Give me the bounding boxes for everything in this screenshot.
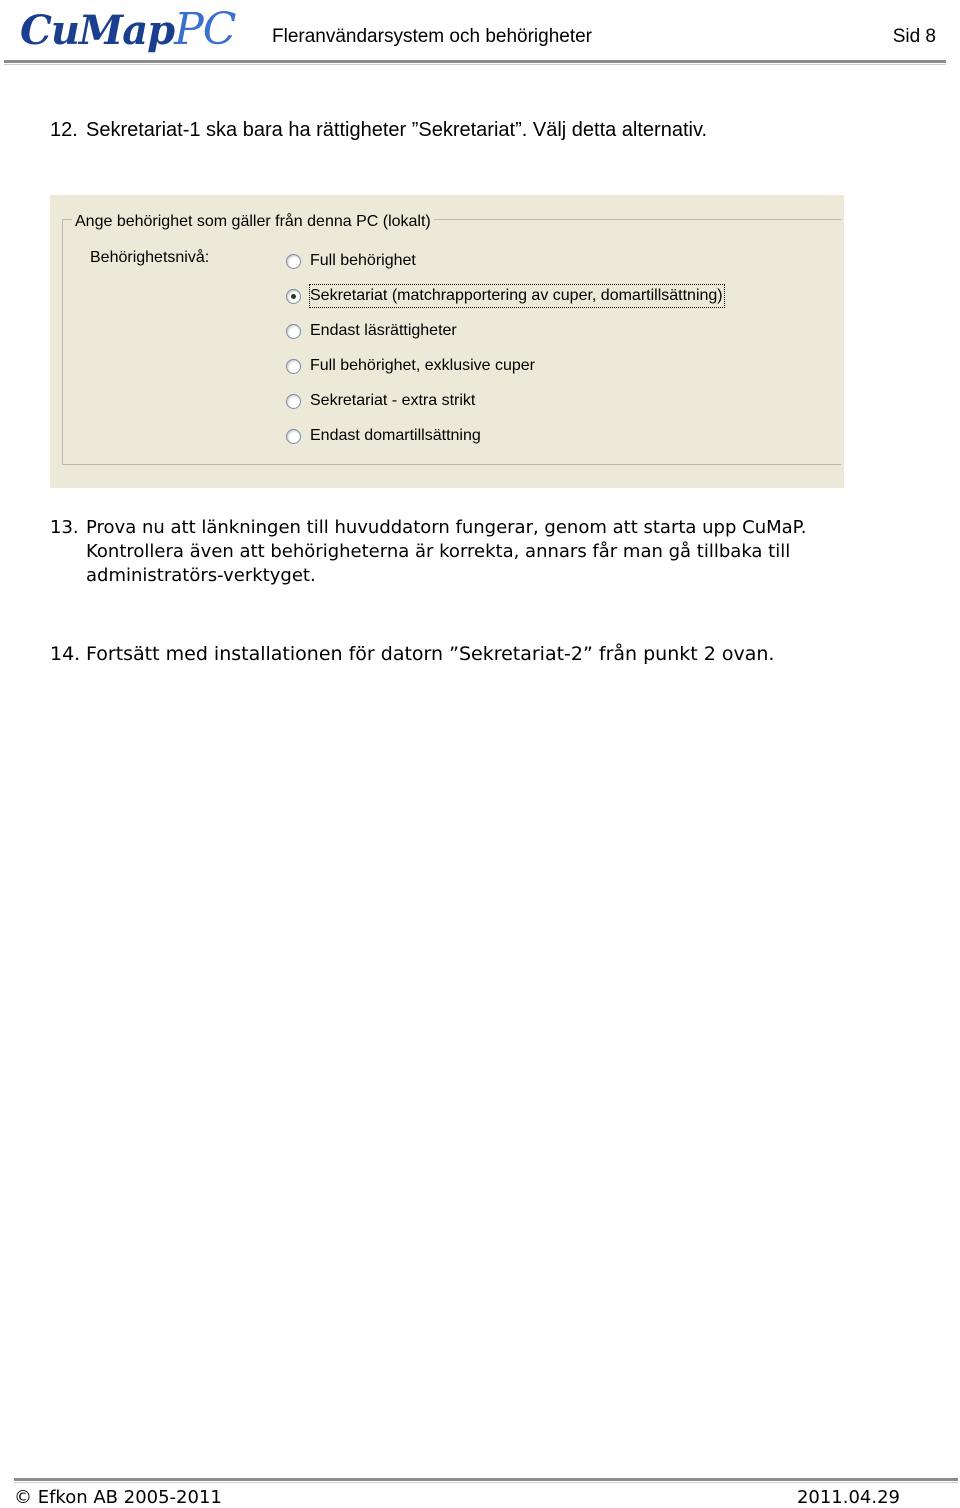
header-divider xyxy=(4,60,946,63)
radio-button-selected[interactable] xyxy=(286,289,301,304)
footer-divider xyxy=(14,1478,958,1481)
page-header xyxy=(0,0,960,66)
radio-button[interactable] xyxy=(286,254,301,269)
radio-label: Full behörighet xyxy=(310,252,416,269)
radio-button[interactable] xyxy=(286,324,301,339)
permission-dialog-screenshot xyxy=(50,195,844,488)
footer-divider-shadow xyxy=(14,1482,958,1483)
step-text: Sekretariat-1 ska bara ha rättigheter ”Sekretariat”. Välj detta alternativ. xyxy=(86,119,708,141)
radio-button[interactable] xyxy=(286,359,301,374)
footer-date: 2011.04.29 xyxy=(796,1487,900,1508)
step-text: Fortsätt med installationen för datorn ”Sekretariat-2” från punkt 2 ovan. xyxy=(86,643,775,665)
radio-label: Endast domartillsättning xyxy=(310,427,481,444)
header-divider-shadow xyxy=(4,64,946,65)
step-number: 14. xyxy=(50,643,81,665)
cumappc-logo: CuMapPC xyxy=(20,4,236,55)
radio-label: Endast läsrättigheter xyxy=(310,322,457,339)
footer-copyright: © Efkon AB 2005-2011 xyxy=(14,1487,222,1508)
permission-level-label: Behörighetsnivå: xyxy=(90,249,210,266)
radio-button[interactable] xyxy=(286,394,301,409)
radio-label: Full behörighet, exklusive cuper xyxy=(310,357,536,374)
radio-label: Sekretariat (matchrapportering av cuper, domartillsättning) xyxy=(310,285,724,307)
document-title: Fleranvändarsystem och behörigheter xyxy=(272,26,593,47)
radio-button[interactable] xyxy=(286,429,301,444)
groupbox-title: Ange behörighet som gäller från denna PC (lokalt) xyxy=(72,213,434,231)
step-text: Prova nu att länkningen till huvuddatorn fungerar, genom att starta upp CuMaP. Kontrollera även att behörigheterna är korrekta, annars får man gå tillbaka till administratörs-verktyget. xyxy=(86,517,807,586)
page-number: Sid 8 xyxy=(892,26,936,47)
step-number: 12. xyxy=(50,119,78,141)
radio-label: Sekretariat - extra strikt xyxy=(310,392,476,409)
step-number: 13. xyxy=(50,517,79,538)
